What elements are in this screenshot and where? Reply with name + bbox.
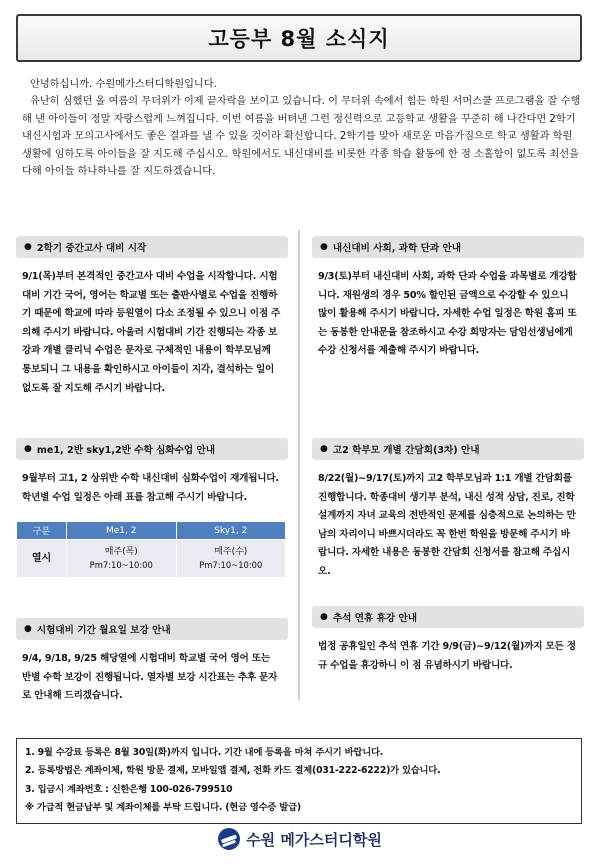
footer-brand: 수원 메가스터디학원 [246,830,382,849]
bullet-icon: ● [320,612,328,622]
registration-notice [16,738,582,824]
bullet-icon: ● [24,242,32,252]
section-body: 9/3(토)부터 내신대비 사회, 과학 단과 수업을 과목별로 개강합니다. 재원생의 경우 50% 할인된 금액으로 수강할 수 있으니 많이 활용해 주시기 바랍니다. 자세한 수업 일정은 학원 홈피 또는 동봉한 안내문을 참조하시고 수강 희망자는 담임선생님에게 수강 신청서를 제출해 주시기 바랍니다. [318,271,577,357]
class-day: 매주(목) [104,546,138,557]
notice-line: ※ 가급적 현금납부 및 계좌이체를 부탁 드립니다. (현금 영수증 발급) [25,802,301,814]
section-body: 9월부터 고1, 2 상위반 수학 내신대비 심화수업이 재개됩니다. 학년별 수업 일정은 아래 표를 참고해 주시기 바랍니다. [22,473,279,503]
table-header-cell: 구분 [17,522,67,540]
section-body: 9/1(목)부터 본격적인 중간고사 대비 수업을 시작합니다. 시험대비 기간 국어, 영어는 학교별 또는 출판사별로 수업을 진행하기 때문에 학교에 따라 등원열이 다소 조정될 수 있으니 이점 주의해 주시기 바랍니다. 아울러 시험대비 기간 진행되는 각종 보강과 개별 클리닉 수업은 문자로 구체적인 내용이 학부모님께 통보되니 그 내용을 확인하시고 아이들이 지각, 결석하는 일이 없도록 잘 지도해 주시기 바랍니다. [22,271,281,394]
section-title: 시험대비 기간 월요일 보강 안내 [36,625,171,636]
table-cell [176,540,286,578]
table-header-cell: Sky1, 2 [176,522,286,540]
table-row [17,540,286,578]
table-header-row [17,522,286,540]
table-header-cell: Me1, 2 [67,522,177,540]
section-midterm [16,236,288,398]
bullet-icon: ● [24,624,32,634]
section-title: 2학기 중간고사 대비 시작 [36,243,147,254]
megastudy-logo-icon [218,828,240,850]
section-body: 9/4, 9/18, 9/25 해당열에 시험대비 학교별 국어 영어 또는 반별 수학 보강이 진행됩니다. 열자별 보강 시간표는 추후 문자로 안내해 드리겠습니다. [22,653,278,702]
bullet-icon: ● [320,444,328,454]
section-header [16,618,288,640]
section-header [312,236,584,258]
section-body: 법정 공휴일인 추석 연휴 기간 9/9(금)~9/12(월)까지 모든 정규 수업을 휴강하니 이 점 유념하시기 바랍니다. [318,641,576,671]
section-parents [312,438,584,582]
class-time: Pm7:10~10:00 [199,559,263,570]
section-science [312,236,584,361]
section-header [16,438,288,460]
class-day: 매주(수) [214,546,248,557]
intro-greeting: 안녕하십니까. 수원메가스터디학원입니다. [30,79,217,90]
section-title: me1, 2반 sky1,2반 수학 심화수업 안내 [36,445,216,456]
notice-line: 1. 9월 수강료 등록은 8월 30일(화)까지 입니다. 기간 내에 등록을 마쳐 주시기 바랍니다. [25,747,384,758]
bullet-icon: ● [24,444,32,454]
section-header [16,236,288,258]
table-row-label: 열시 [17,540,67,578]
section-makeup [16,618,288,706]
section-header [312,438,584,460]
section-header [312,606,584,628]
intro-letter [22,76,582,180]
footer [0,826,600,852]
bullet-icon: ● [320,242,328,252]
section-math [16,438,288,578]
section-body: 8/22(월)~9/17(토)까지 고2 학부모님과 1:1 개별 간담회를 진행합니다. 학종대비 생기부 분석, 내신 성적 상담, 진로, 진학 설계까지 자녀 교육의 전반적인 문제를 심층적으로 논의하는 만남의 자리이니 바쁘시더라도 꼭 한번 학원을 방문해 주시기 바랍니다. 자세한 내용은 동봉한 간담회 신청서를 참고해 주십시오. [318,473,576,577]
title-banner [16,14,582,62]
schedule-table [16,521,286,578]
section-title: 추석 연휴 휴강 안내 [332,613,418,624]
table-cell [67,540,177,578]
section-holiday [312,606,584,675]
intro-body: 유난히 심했던 올 여름의 무더위가 이제 끝자락을 보이고 있습니다. 이 무더위 속에서 힘든 학원 서머스쿨 프로그램을 잘 수행해 낸 아이들이 정말 자랑스럽게 느껴집니다. 이번 여름을 버텨낸 그런 정신력으로 고등학교 생활을 꾸준히 해 나간다면 2학기 내신시험과 모의고사에서도 좋은 결과를 낼 수 있을 것이라 확신합니다. 2학기를 맞아 새로운 마음가짐으로 학교 생활과 학원 생활에 임하도록 아이들을 잘 지도해 주십시오. 학원에서도 내신대비를 비롯한 각종 학습 활동에 한 점 소홀함이 없도록 최선을 다해 아이들 하나하나를 잘 지도하겠습니다. [22,96,581,178]
page-title: 고등부 8월 소식지 [208,27,390,51]
notice-line: 3. 입금시 계좌번호 : 신한은행 100-026-799510 [25,783,233,795]
class-time: Pm7:10~10:00 [89,559,153,570]
column-divider [298,230,300,700]
notice-line: 2. 등록방법은 계좌이체, 학원 방문 결제, 모바일앱 결제, 전화 카드 결제(031-222-6222)가 있습니다. [25,765,441,777]
section-title: 고2 학부모 개별 간담회(3차) 안내 [332,445,480,456]
section-title: 내신대비 사회, 과학 단과 안내 [332,243,462,254]
